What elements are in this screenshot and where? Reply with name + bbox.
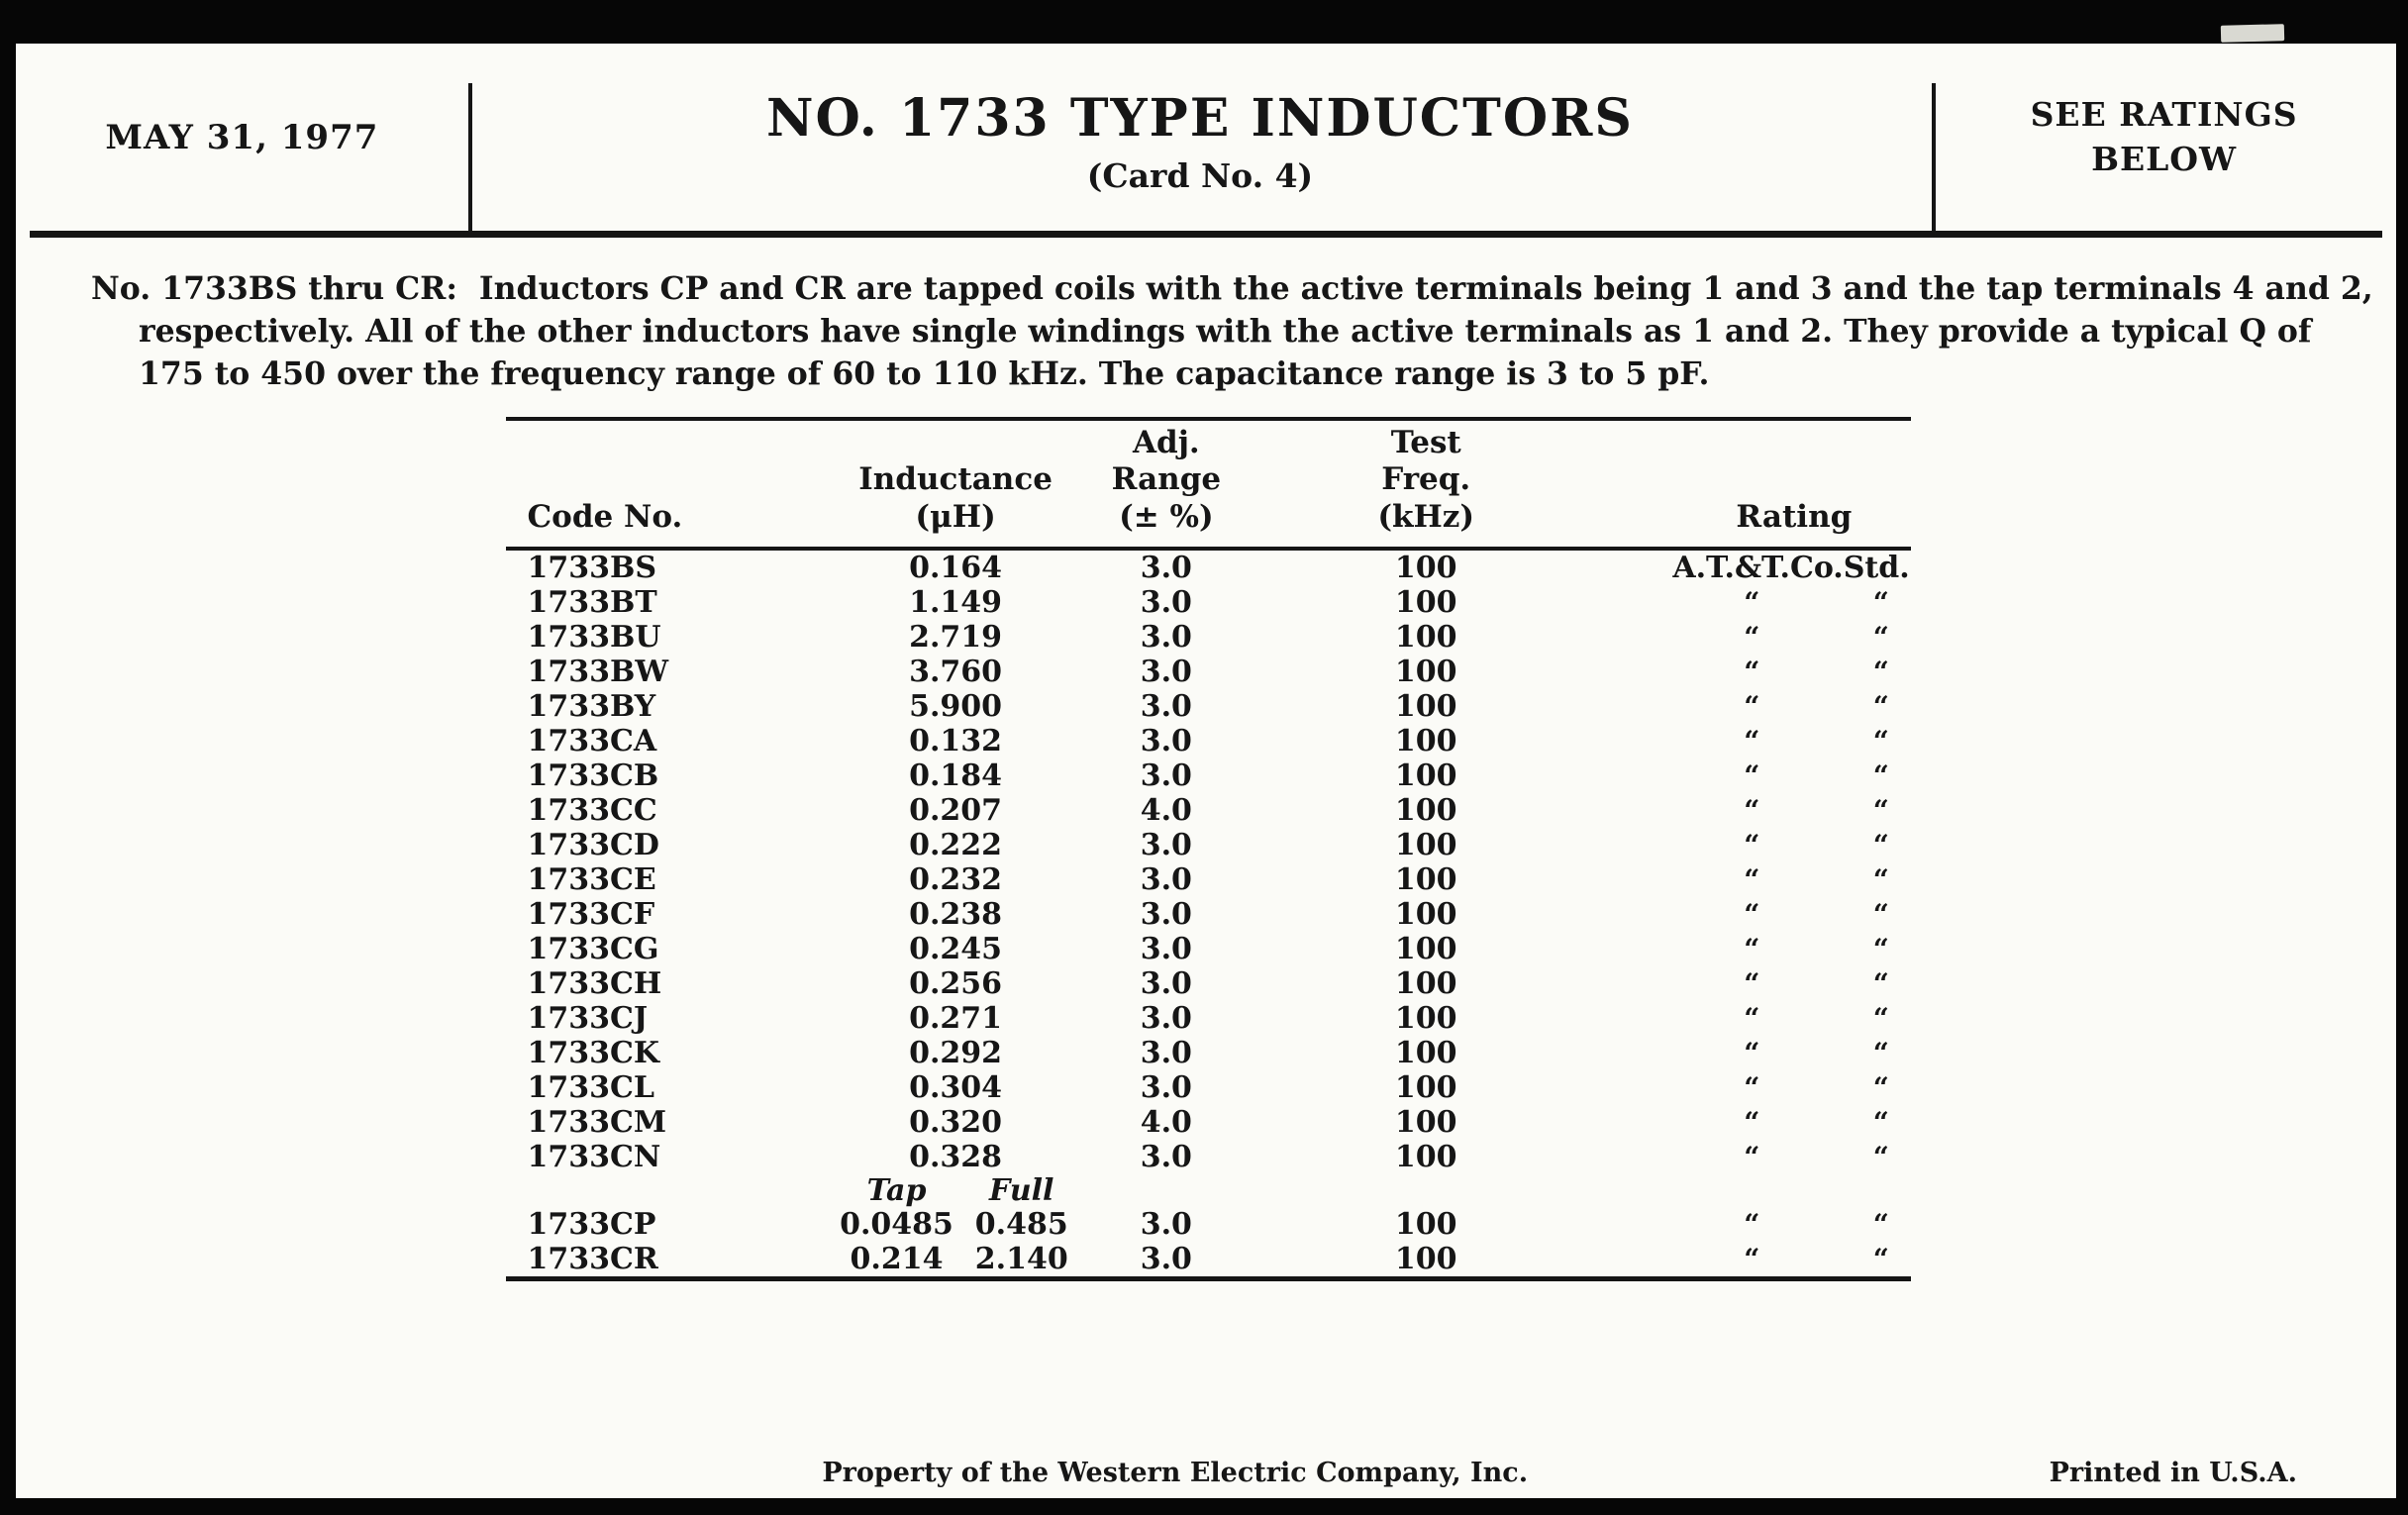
cell-test-freq: 100 (1394, 551, 1457, 585)
table-row (506, 932, 1910, 966)
cell-adj-range: 3.0 (1140, 655, 1192, 689)
cell-adj-range: 3.0 (1140, 1070, 1192, 1105)
ditto-mark: “ (1744, 1106, 1760, 1139)
col-header-adj-line2: Range (1111, 461, 1222, 498)
ditto-mark: “ (1872, 656, 1889, 688)
ditto-mark: “ (1872, 1106, 1889, 1139)
ditto-mark: “ (1872, 690, 1889, 723)
cell-inductance: 0.222 (909, 828, 1003, 862)
table-row (506, 1001, 1910, 1036)
cell-test-freq: 100 (1394, 1207, 1457, 1242)
description-line-2: respectively. All of the other inductors have single windings with the active terminals as 1 and 2. They provide a typical Q of (139, 313, 2312, 350)
cell-test-freq: 100 (1394, 689, 1457, 724)
cell-adj-range: 3.0 (1140, 724, 1192, 758)
cell-code: 1733CG (527, 932, 659, 966)
cell-adj-range: 3.0 (1140, 966, 1192, 1001)
cell-code: 1733BY (527, 689, 656, 724)
cell-adj-range: 3.0 (1140, 862, 1192, 897)
ditto-mark: “ (1744, 794, 1760, 827)
cell-test-freq: 100 (1394, 897, 1457, 932)
cell-inductance: 0.256 (909, 966, 1003, 1001)
cell-inductance: 0.292 (909, 1036, 1003, 1070)
document-page (16, 44, 2396, 1498)
table-row (506, 620, 1910, 655)
cell-inductance: 2.719 (909, 620, 1003, 655)
cell-adj-range: 3.0 (1140, 1207, 1192, 1242)
cell-test-freq: 100 (1394, 862, 1457, 897)
cell-test-freq: 100 (1394, 620, 1457, 655)
cell-test-freq: 100 (1394, 655, 1457, 689)
ditto-mark: “ (1872, 1002, 1889, 1035)
ditto-mark: “ (1744, 1141, 1760, 1173)
cell-test-freq: 100 (1394, 585, 1457, 620)
cell-adj-range: 3.0 (1140, 1140, 1192, 1174)
cell-inductance-full: 0.485 (974, 1207, 1068, 1242)
ditto-mark: “ (1872, 863, 1889, 896)
tap-full-subheader-row (506, 1174, 1910, 1207)
table-row (506, 655, 1910, 689)
table-row (506, 1140, 1910, 1174)
cell-code: 1733CB (527, 758, 659, 793)
subheader-full: Full (989, 1173, 1054, 1208)
description-line-3: 175 to 450 over the frequency range of 60 to 110 kHz. The capacitance range is 3 to 5 pF. (139, 355, 1710, 392)
table-body (506, 551, 1910, 1276)
ditto-mark: “ (1744, 933, 1760, 965)
header-date: MAY 31, 1977 (105, 117, 379, 157)
ditto-mark: “ (1872, 586, 1889, 619)
table-row (506, 793, 1910, 828)
cell-inductance: 0.320 (909, 1105, 1003, 1140)
ditto-mark: “ (1872, 1141, 1889, 1173)
cell-adj-range: 3.0 (1140, 620, 1192, 655)
table-row (506, 1036, 1910, 1070)
table-row (506, 758, 1910, 793)
table-row (506, 724, 1910, 758)
description-line-1: No. 1733BS thru CR: Inductors CP and CR are tapped coils with the active terminals being 1 and 3 and the tap terminals 4 and 2, (91, 270, 2373, 307)
ratings-note-line1: SEE RATINGS (2030, 94, 2298, 134)
ditto-mark: “ (1872, 794, 1889, 827)
cell-test-freq: 100 (1394, 1105, 1457, 1140)
cell-adj-range: 3.0 (1140, 1242, 1192, 1276)
cell-code: 1733CA (527, 724, 657, 758)
cell-code: 1733CK (527, 1036, 659, 1070)
cell-inductance: 0.132 (909, 724, 1003, 758)
cell-adj-range: 4.0 (1140, 793, 1192, 828)
page-subtitle: (Card No. 4) (1086, 155, 1314, 195)
ditto-mark: “ (1872, 1037, 1889, 1069)
cell-code: 1733CF (527, 897, 655, 932)
subheader-tap: Tap (866, 1173, 927, 1208)
cell-inductance: 0.184 (909, 758, 1003, 793)
cell-adj-range: 3.0 (1140, 828, 1192, 862)
cell-test-freq: 100 (1394, 1242, 1457, 1276)
page-title: NO. 1733 TYPE INDUCTORS (766, 87, 1634, 149)
cell-adj-range: 3.0 (1140, 897, 1192, 932)
cell-test-freq: 100 (1394, 966, 1457, 1001)
table-row (506, 551, 1910, 585)
scan-artifact (2221, 24, 2284, 43)
cell-code: 1733CE (527, 862, 656, 897)
footer-printed-note: Printed in U.S.A. (2049, 1458, 2297, 1488)
ditto-mark: “ (1872, 967, 1889, 1000)
ditto-mark: “ (1872, 621, 1889, 654)
cell-inductance: 0.304 (909, 1070, 1003, 1105)
footer-property-note: Property of the Western Electric Company, Inc. (822, 1458, 1529, 1488)
cell-adj-range: 3.0 (1140, 932, 1192, 966)
cell-test-freq: 100 (1394, 932, 1457, 966)
col-header-code: Code No. (527, 499, 683, 536)
table-row (506, 828, 1910, 862)
cell-inductance: 0.238 (909, 897, 1003, 932)
cell-test-freq: 100 (1394, 1001, 1457, 1036)
cell-adj-range: 3.0 (1140, 758, 1192, 793)
cell-inductance: 0.164 (909, 551, 1003, 585)
col-header-adj-range (1112, 425, 1222, 537)
ditto-mark: “ (1744, 621, 1760, 654)
ditto-mark: “ (1872, 1243, 1889, 1275)
cell-code: 1733CR (527, 1242, 658, 1276)
cell-adj-range: 3.0 (1140, 551, 1192, 585)
col-header-adj-line1: Adj. (1132, 424, 1200, 460)
cell-inductance-tap: 0.214 (850, 1242, 944, 1276)
table-row (506, 897, 1910, 932)
inductor-table (506, 417, 1910, 1281)
cell-adj-range: 3.0 (1140, 1001, 1192, 1036)
ditto-mark: “ (1744, 656, 1760, 688)
col-header-test-line2: Freq. (1381, 461, 1471, 498)
cell-code: 1733BW (527, 655, 669, 689)
cell-inductance: 0.328 (909, 1140, 1003, 1174)
table-row (506, 1105, 1910, 1140)
col-header-inductance (858, 461, 1053, 537)
ditto-mark: “ (1744, 829, 1760, 861)
ditto-mark: “ (1744, 1002, 1760, 1035)
cell-rating: A.T.&T.Co.Std. (1672, 551, 1910, 585)
col-header-test-line1: Test (1390, 424, 1461, 460)
cell-code: 1733BT (527, 585, 657, 620)
col-header-rating: Rating (1736, 499, 1853, 536)
ditto-mark: “ (1744, 1037, 1760, 1069)
col-header-inductance-line2: (μH) (915, 499, 996, 536)
ratings-note-line2: BELOW (2091, 139, 2238, 178)
ditto-mark: “ (1744, 1208, 1760, 1241)
cell-inductance: 3.760 (909, 655, 1003, 689)
table-row (506, 585, 1910, 620)
document-header (16, 44, 2396, 231)
ditto-mark: “ (1744, 1071, 1760, 1104)
cell-adj-range: 3.0 (1140, 585, 1192, 620)
col-header-test-line3: (kHz) (1377, 499, 1475, 536)
ratings-note (1932, 44, 2396, 231)
ditto-mark: “ (1744, 863, 1760, 896)
cell-code: 1733BU (527, 620, 661, 655)
ditto-mark: “ (1744, 1243, 1760, 1275)
table-row (506, 1242, 1910, 1276)
cell-code: 1733CP (527, 1207, 656, 1242)
col-header-adj-line3: (± %) (1119, 499, 1214, 536)
ditto-mark: “ (1872, 898, 1889, 931)
ditto-mark: “ (1872, 759, 1889, 792)
col-header-inductance-line1: Inductance (858, 461, 1053, 498)
ditto-mark: “ (1872, 933, 1889, 965)
cell-inductance: 5.900 (909, 689, 1003, 724)
cell-adj-range: 4.0 (1140, 1105, 1192, 1140)
cell-test-freq: 100 (1394, 758, 1457, 793)
cell-code: 1733CH (527, 966, 662, 1001)
ditto-mark: “ (1744, 967, 1760, 1000)
cell-inductance: 0.245 (909, 932, 1003, 966)
description-paragraph (16, 238, 2396, 395)
cell-test-freq: 100 (1394, 1140, 1457, 1174)
table-header-row (506, 421, 1910, 547)
cell-code: 1733CC (527, 793, 657, 828)
ditto-mark: “ (1744, 586, 1760, 619)
ditto-mark: “ (1744, 898, 1760, 931)
cell-test-freq: 100 (1394, 1036, 1457, 1070)
cell-code: 1733CM (527, 1105, 667, 1140)
ditto-mark: “ (1744, 725, 1760, 758)
cell-code: 1733BS (527, 551, 657, 585)
cell-inductance: 0.207 (909, 793, 1003, 828)
cell-inductance: 0.271 (909, 1001, 1003, 1036)
ditto-mark: “ (1872, 1208, 1889, 1241)
table-row (506, 689, 1910, 724)
cell-inductance-full: 2.140 (974, 1242, 1068, 1276)
cell-test-freq: 100 (1394, 1070, 1457, 1105)
col-header-test-freq (1377, 425, 1474, 537)
ditto-mark: “ (1872, 725, 1889, 758)
table-row (506, 862, 1910, 897)
ditto-mark: “ (1744, 759, 1760, 792)
ditto-mark: “ (1744, 690, 1760, 723)
cell-code: 1733CD (527, 828, 659, 862)
ditto-mark: “ (1872, 829, 1889, 861)
cell-adj-range: 3.0 (1140, 689, 1192, 724)
cell-adj-range: 3.0 (1140, 1036, 1192, 1070)
ditto-mark: “ (1872, 1071, 1889, 1104)
cell-test-freq: 100 (1394, 724, 1457, 758)
cell-inductance: 0.232 (909, 862, 1003, 897)
cell-code: 1733CJ (527, 1001, 649, 1036)
header-title-block (468, 44, 1932, 235)
cell-test-freq: 100 (1394, 828, 1457, 862)
table-row (506, 1207, 1910, 1242)
table-rule-bottom (506, 1276, 1910, 1281)
table-row (506, 966, 1910, 1001)
cell-inductance-tap: 0.0485 (840, 1207, 953, 1242)
cell-code: 1733CL (527, 1070, 654, 1105)
cell-code: 1733CN (527, 1140, 661, 1174)
cell-inductance: 1.149 (909, 585, 1003, 620)
cell-test-freq: 100 (1394, 793, 1457, 828)
table-row (506, 1070, 1910, 1105)
